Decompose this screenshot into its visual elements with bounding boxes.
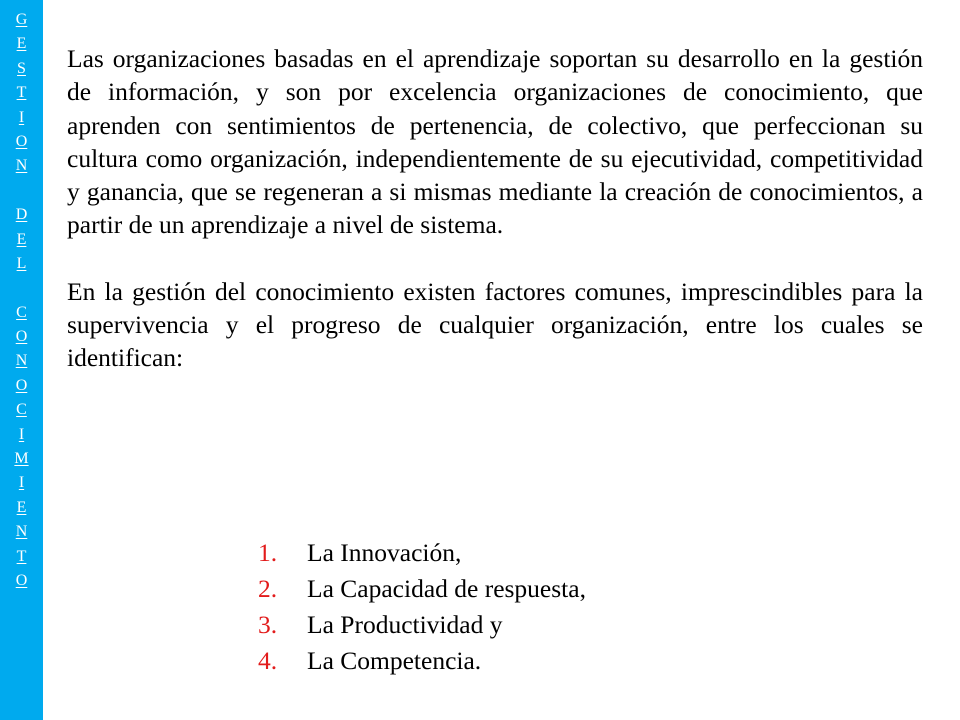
vertical-title-gap: [0, 179, 43, 203]
vertical-title-letter: N: [15, 352, 28, 370]
vertical-title-letter: D: [15, 206, 28, 224]
list-item-number: 2.: [258, 574, 278, 603]
vertical-title-letter: T: [16, 547, 27, 565]
vertical-title-bar: [0, 0, 43, 720]
vertical-title-letter: M: [14, 450, 29, 468]
slide-body: [67, 42, 923, 375]
vertical-title-letter: E: [16, 35, 27, 53]
list-item-text: La Productividad y: [307, 610, 503, 639]
vertical-title-letter: N: [15, 157, 28, 175]
intro-paragraph: Las organizaciones basadas en el aprendizaje soportan su desarrollo en la gestión de información, y son por excelencia organizaciones de conocimiento, que aprenden con sentimientos de pertenencia, de colectivo, que perfeccionan su cultura como organización, independientemente de su ejecutividad, competitividad y ganancia, que se regeneran a si mismas mediante la creación de conocimientos, a partir de un aprendizaje a nivel de sistema.: [67, 44, 923, 240]
vertical-title-gap: [0, 276, 43, 300]
list-item-text: La Competencia.: [307, 646, 482, 675]
list-item-number: 1.: [258, 538, 278, 567]
vertical-title-letter: T: [16, 84, 27, 102]
list-item: [258, 571, 586, 607]
list-item: [258, 643, 586, 679]
vertical-title-letter: N: [15, 523, 28, 541]
vertical-title-letter: O: [15, 132, 28, 150]
vertical-title-letter: L: [16, 254, 27, 272]
vertical-title-letter: C: [16, 401, 27, 419]
list-item: [258, 607, 586, 643]
vertical-title-letter: O: [15, 376, 28, 394]
vertical-title-letter: O: [15, 571, 28, 589]
vertical-title-letter: I: [18, 474, 25, 492]
vertical-title-letter: G: [15, 11, 28, 28]
list-item-number: 3.: [258, 610, 278, 639]
factors-list: [258, 535, 586, 679]
vertical-title-letter: I: [18, 108, 25, 126]
list-item-text: La Capacidad de respuesta,: [307, 574, 586, 603]
vertical-title-letter: E: [16, 498, 27, 516]
list-item-text: La Innovación,: [307, 538, 462, 567]
vertical-title-letter: C: [16, 303, 27, 321]
list-item-number: 4.: [258, 646, 278, 675]
vertical-title: [0, 8, 43, 593]
vertical-title-letter: O: [15, 328, 28, 346]
factors-paragraph: En la gestión del conocimiento existen factores comunes, imprescindibles para la supervivencia y el progreso de cualquier organización, entre los cuales se identifican:: [67, 276, 923, 373]
list-item: [258, 535, 586, 571]
vertical-title-letter: I: [18, 425, 25, 443]
vertical-title-letter: S: [17, 59, 26, 77]
vertical-title-letter: E: [16, 230, 27, 248]
